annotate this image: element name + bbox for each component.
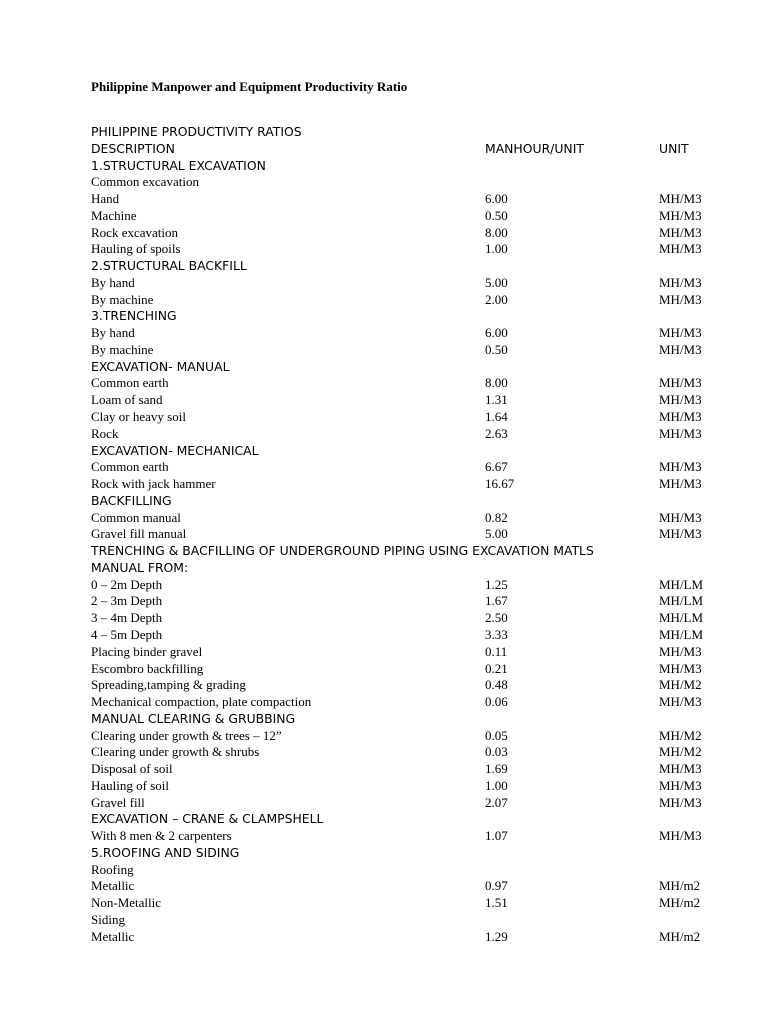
row-manhour-value: 1.29 [485,928,508,944]
table-row [91,308,751,325]
row-manhour-value: 2.00 [485,291,508,307]
row-unit: MH/m2 [659,928,701,944]
table-row [91,543,751,560]
table-row [91,392,751,409]
row-unit: MH/m2 [659,878,701,894]
row-description: 1.STRUCTURAL EXCAVATION [91,157,266,173]
row-manhour-value: 5.00 [485,274,508,290]
row-manhour-value: 8.00 [485,375,508,391]
row-manhour-value: 3.33 [485,626,508,642]
document-title: Philippine Manpower and Equipment Productivity Ratio [91,79,408,94]
row-unit: MH/m2 [659,895,701,911]
table-row [91,208,751,225]
row-unit: MH/M3 [659,325,702,341]
table-row [91,225,751,242]
row-description: Gravel fill manual [91,526,187,542]
row-unit: MH/M2 [659,744,702,760]
table-row [91,895,751,912]
table-row [91,426,751,443]
row-unit: MH/M3 [659,375,702,391]
table-row [91,292,751,309]
row-unit: MH/M3 [659,409,702,425]
row-unit: MH/M2 [659,677,702,693]
row-manhour-value: 0.82 [485,509,508,525]
table-row [91,627,751,644]
row-description: Siding [91,911,125,927]
table-row [91,476,751,493]
row-manhour-value: 0.05 [485,727,508,743]
row-unit: MH/M3 [659,224,702,240]
row-description: 4 – 5m Depth [91,626,163,642]
row-description: Gravel fill [91,794,145,810]
row-unit: MH/M3 [659,761,702,777]
row-unit: MH/M3 [659,777,702,793]
table-row [91,258,751,275]
row-manhour-value: 8.00 [485,224,508,240]
table-row [91,828,751,845]
row-unit: MH/M2 [659,727,702,743]
table-row [91,744,751,761]
row-description: BACKFILLING [91,492,172,508]
row-unit: MH/M3 [659,694,702,710]
row-description: EXCAVATION – CRANE & CLAMPSHELL [91,811,324,827]
row-description: Roofing [91,861,134,877]
table-row [91,661,751,678]
row-description: By machine [91,341,154,357]
productivity-table [91,124,751,946]
row-description: By hand [91,274,135,290]
row-manhour-value: 0.97 [485,878,508,894]
row-unit: MH/M3 [659,643,702,659]
table-row [91,325,751,342]
row-description: By machine [91,291,154,307]
row-description: Metallic [91,878,135,894]
row-manhour-value: 5.00 [485,526,508,542]
table-row [91,778,751,795]
row-description: With 8 men & 2 carpenters [91,828,232,844]
row-description: Mechanical compaction, plate compaction [91,694,312,710]
row-unit: MH/M3 [659,241,702,257]
table-row [91,795,751,812]
row-description: Clearing under growth & shrubs [91,744,260,760]
table-row [91,610,751,627]
row-description: Placing binder gravel [91,643,203,659]
row-manhour-value: 6.00 [485,325,508,341]
row-description: Common manual [91,509,181,525]
row-unit: MH/M3 [659,425,702,441]
row-unit: MH/LM [659,626,704,642]
row-description: TRENCHING & BACFILLING OF UNDERGROUND PIPING USING EXCAVATION MATLS [91,543,594,559]
row-manhour-value: 2.50 [485,610,508,626]
table-row [91,711,751,728]
row-manhour-value: 0.11 [485,643,508,659]
row-manhour-value: 6.67 [485,459,508,475]
row-description: Machine [91,207,137,223]
row-description: By hand [91,325,135,341]
row-description: Hauling of spoils [91,241,181,257]
row-manhour-value: 0.48 [485,677,508,693]
row-unit: MH/M3 [659,291,702,307]
table-row [91,459,751,476]
header-unit: UNIT [659,140,689,156]
row-unit: MH/M3 [659,476,702,492]
row-manhour-value: 0.06 [485,694,508,710]
row-manhour-value: 1.00 [485,777,508,793]
row-description: Rock excavation [91,224,178,240]
row-manhour-value: 2.07 [485,794,508,810]
row-description: Metallic [91,928,135,944]
row-unit: MH/LM [659,610,704,626]
table-row [91,174,751,191]
row-manhour-value: 1.00 [485,241,508,257]
row-unit: MH/M3 [659,459,702,475]
row-unit: MH/M3 [659,341,702,357]
table-row [91,510,751,527]
table-row [91,409,751,426]
row-description: Escombro backfilling [91,660,204,676]
row-description: Hauling of soil [91,777,169,793]
row-description: Loam of sand [91,392,163,408]
table-row [91,862,751,879]
row-description: Rock [91,425,119,441]
header-description: DESCRIPTION [91,140,175,156]
table-row [91,677,751,694]
row-description: 3 – 4m Depth [91,610,163,626]
row-manhour-value: 0.21 [485,660,508,676]
table-row [91,694,751,711]
row-description: MANUAL CLEARING & GRUBBING [91,710,296,726]
row-description: 3.TRENCHING [91,308,177,324]
row-description: Clearing under growth & trees – 12” [91,727,282,743]
row-manhour-value: 0.50 [485,207,508,223]
row-unit: MH/M3 [659,794,702,810]
table-row [91,593,751,610]
row-manhour-value: 6.00 [485,191,508,207]
row-description: 2.STRUCTURAL BACKFILL [91,258,247,274]
row-description: MANUAL FROM: [91,559,189,575]
row-unit: MH/LM [659,593,704,609]
row-unit: MH/M3 [659,274,702,290]
table-row [91,811,751,828]
table-row [91,443,751,460]
table-row [91,845,751,862]
table-row [91,359,751,376]
table-row [91,761,751,778]
row-unit: MH/M3 [659,191,702,207]
row-description: Rock with jack hammer [91,476,216,492]
table-row [91,929,751,946]
table-row [91,342,751,359]
table-row [91,493,751,510]
table-row [91,728,751,745]
row-unit: MH/M3 [659,207,702,223]
table-row [91,191,751,208]
table-row [91,375,751,392]
row-description: Hand [91,191,120,207]
row-description: EXCAVATION- MECHANICAL [91,442,259,458]
row-description: Non-Metallic [91,895,162,911]
row-unit: MH/M3 [659,392,702,408]
row-description: Common earth [91,375,169,391]
table-row [91,275,751,292]
table-title: PHILIPPINE PRODUCTIVITY RATIOS [91,124,302,139]
row-unit: MH/M3 [659,509,702,525]
row-manhour-value: 1.07 [485,828,508,844]
row-description: Disposal of soil [91,761,173,777]
row-description: 5.ROOFING AND SIDING [91,844,240,860]
row-manhour-value: 1.69 [485,761,508,777]
row-description: Common earth [91,459,169,475]
row-manhour-value: 0.03 [485,744,508,760]
table-row [91,577,751,594]
table-header-row [91,141,751,158]
table-row [91,241,751,258]
table-row [91,878,751,895]
table-row [91,560,751,577]
row-manhour-value: 1.25 [485,576,508,592]
row-manhour-value: 16.67 [485,476,515,492]
row-manhour-value: 2.63 [485,425,508,441]
table-title-row [91,124,751,141]
row-description: Spreading,tamping & grading [91,677,246,693]
table-row [91,912,751,929]
row-description: 0 – 2m Depth [91,576,163,592]
row-unit: MH/M3 [659,660,702,676]
row-manhour-value: 1.67 [485,593,508,609]
row-description: EXCAVATION- MANUAL [91,358,230,374]
row-manhour-value: 1.51 [485,895,508,911]
row-description: Common excavation [91,174,199,190]
row-manhour-value: 1.64 [485,409,508,425]
row-manhour-value: 0.50 [485,341,508,357]
row-unit: MH/LM [659,576,704,592]
header-manhour-unit: MANHOUR/UNIT [485,140,584,156]
row-description: 2 – 3m Depth [91,593,163,609]
table-row [91,644,751,661]
table-row [91,158,751,175]
row-manhour-value: 1.31 [485,392,508,408]
row-unit: MH/M3 [659,828,702,844]
row-description: Clay or heavy soil [91,409,186,425]
row-unit: MH/M3 [659,526,702,542]
table-row [91,526,751,543]
